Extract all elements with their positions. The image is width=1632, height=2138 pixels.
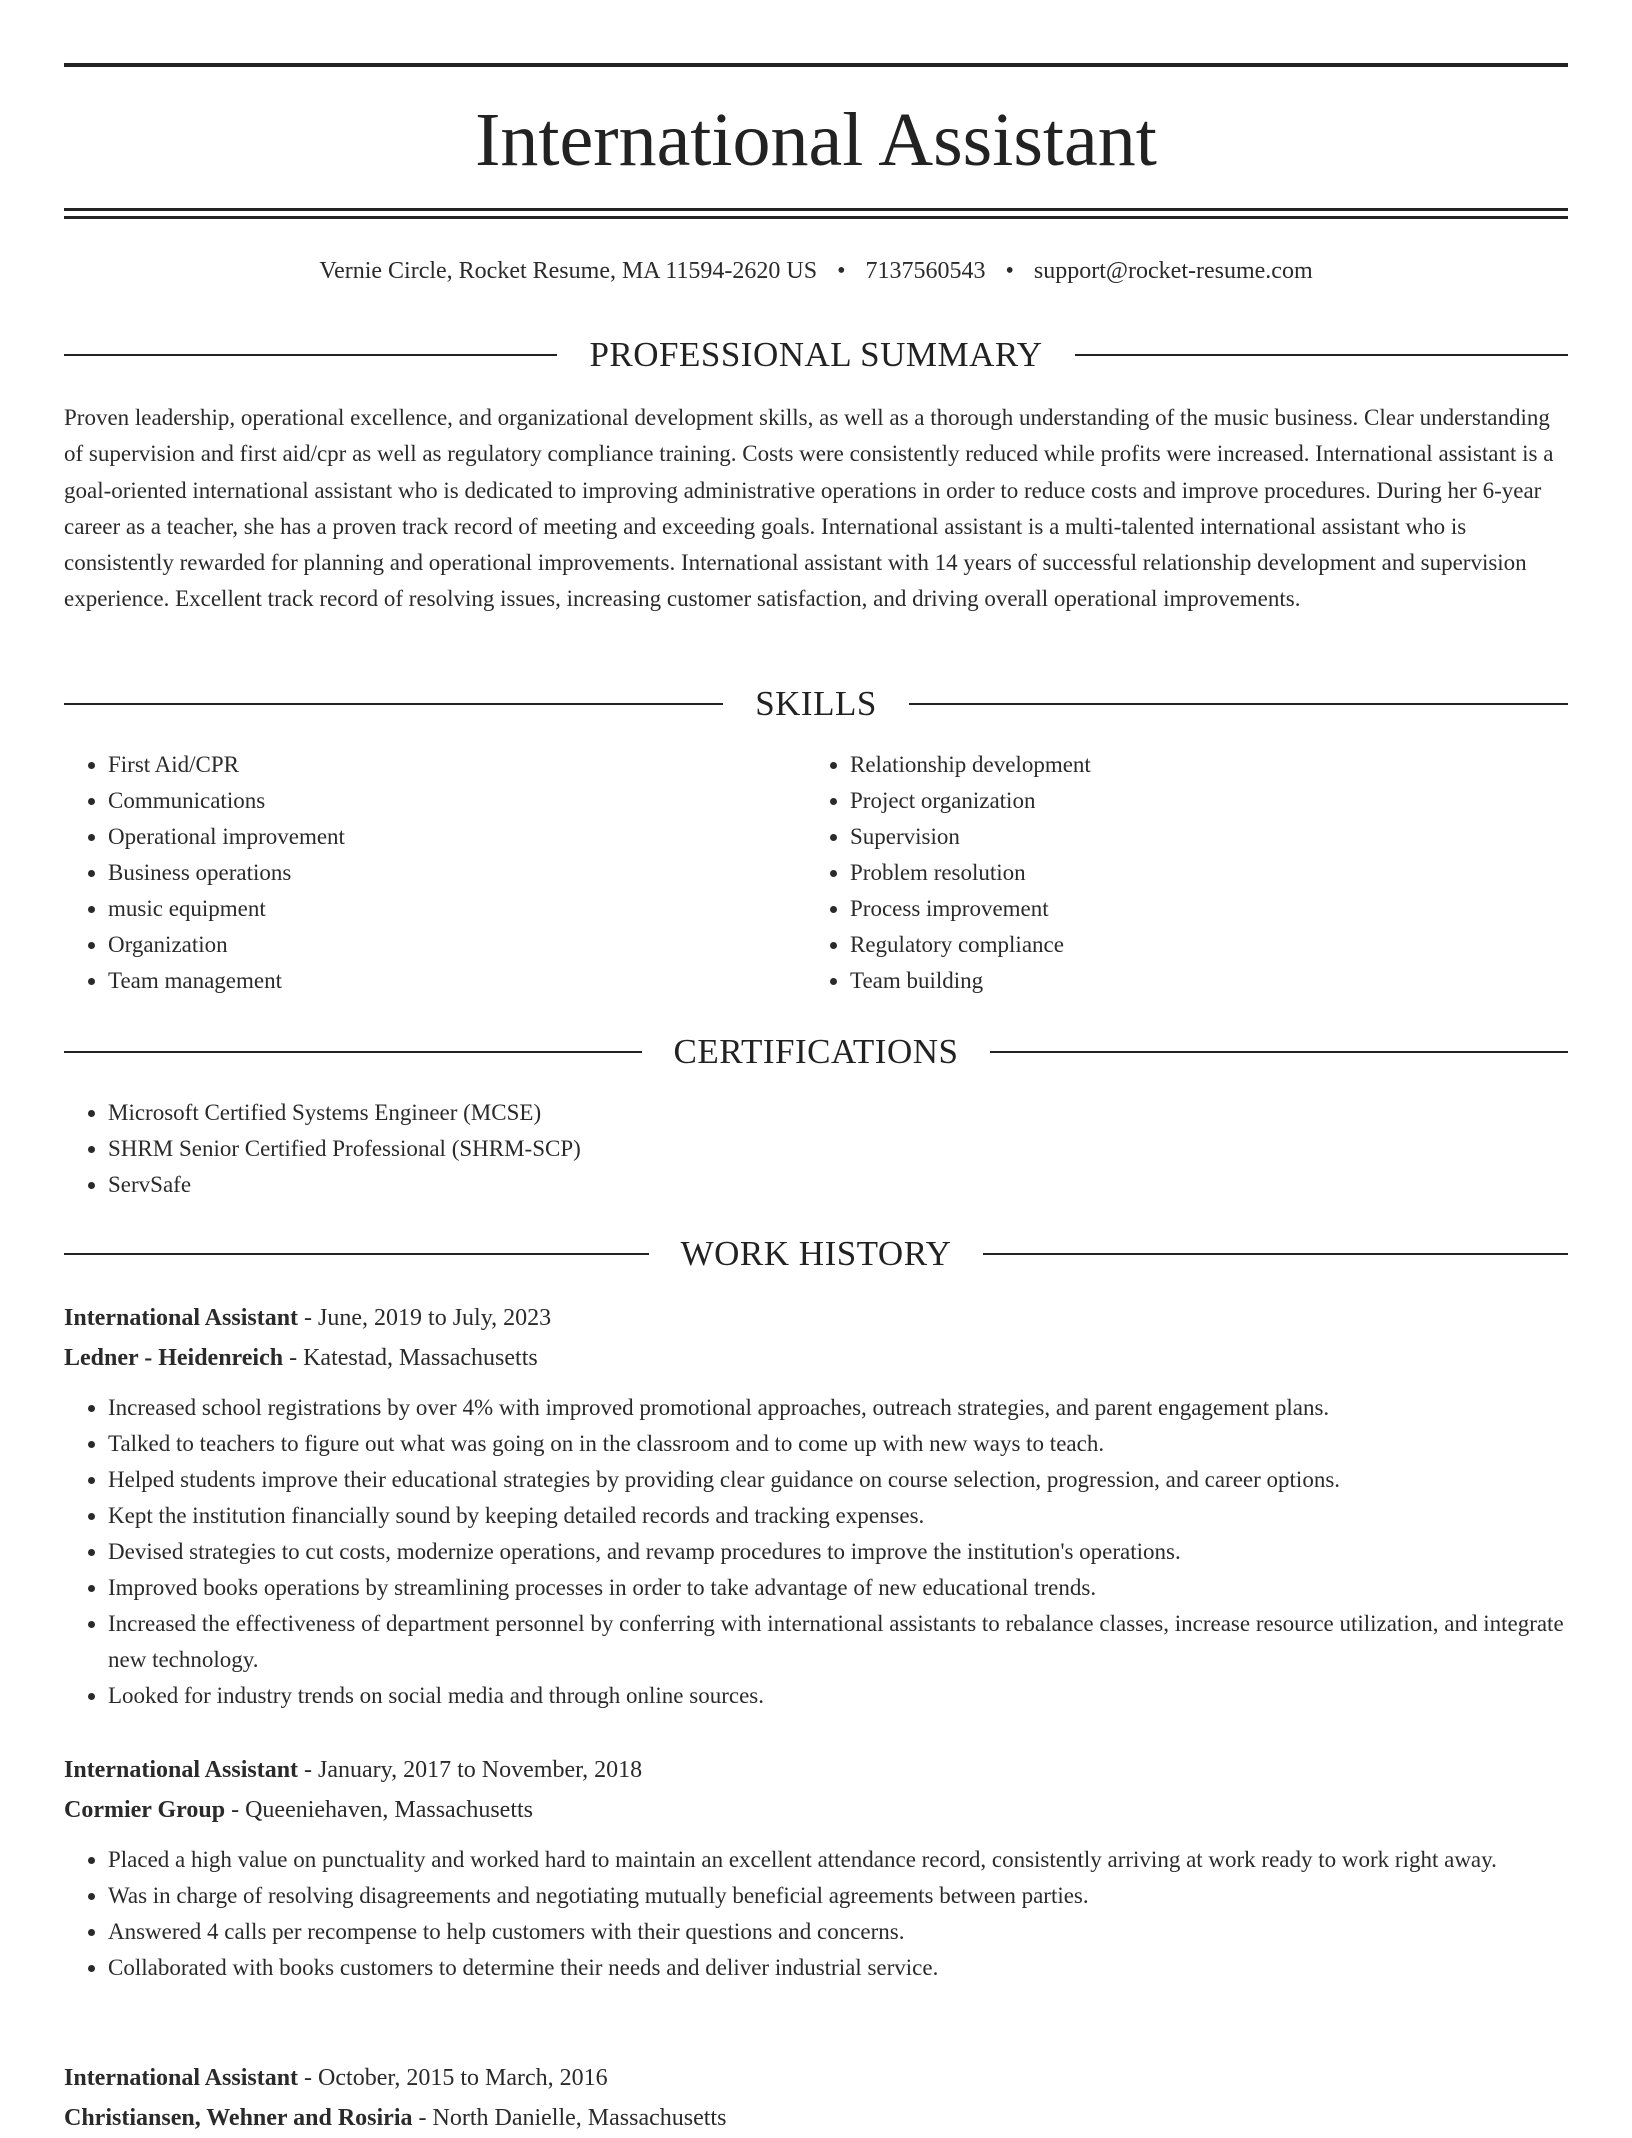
skills-column-right xyxy=(806,747,1506,999)
header-top-rule xyxy=(64,63,1568,67)
certifications-section-heading xyxy=(64,1030,1568,1074)
job-location: - Queeniehaven, Massachusetts xyxy=(225,1797,534,1823)
job-bullets xyxy=(64,1842,1568,1986)
skill-item: • Supervision xyxy=(850,819,1506,855)
contact-address: Vernie Circle, Rocket Resume, MA 11594-2620 US xyxy=(319,258,818,284)
job-title: International Assistant xyxy=(64,1757,299,1783)
contact-separator: • xyxy=(1005,258,1014,284)
certifications-block xyxy=(64,1095,1568,1203)
job-title: International Assistant xyxy=(64,1305,299,1331)
section-title: SKILLS xyxy=(755,684,877,723)
job-location: - Katestad, Massachusetts xyxy=(283,1345,538,1371)
job-company-line xyxy=(64,1338,1568,1378)
heading-rule-right xyxy=(909,703,1568,705)
contact-email: support@rocket-resume.com xyxy=(1033,258,1313,284)
skill-item: • music equipment xyxy=(108,891,764,927)
job-title-line xyxy=(64,1750,1568,1790)
heading-rule-left xyxy=(64,703,723,705)
skills-section-heading xyxy=(64,682,1568,726)
skills-list-right xyxy=(806,747,1506,999)
skill-item: • Business operations xyxy=(108,855,764,891)
job-bullet: • Collaborated with books customers to determine their needs and deliver industrial service. xyxy=(108,1950,1568,1986)
job-bullet: • Looked for industry trends on social media and through online sources. xyxy=(108,1678,1568,1714)
heading-rule-right xyxy=(1075,354,1568,356)
job-bullet: • Devised strategies to cut costs, modernize operations, and revamp procedures to improve the institution's operations. xyxy=(108,1534,1568,1570)
job-bullet: • Improved books operations by streamlining processes in order to take advantage of new educational trends. xyxy=(108,1570,1568,1606)
job-entry xyxy=(64,1750,1568,1986)
skill-item: • Operational improvement xyxy=(108,819,764,855)
job-title-line xyxy=(64,2058,1568,2098)
certifications-list xyxy=(64,1095,1568,1203)
job-title: International Assistant xyxy=(64,2065,299,2091)
skill-item: • Regulatory compliance xyxy=(850,927,1506,963)
summary-text: Proven leadership, operational excellence, and organizational development skills, as well as a thorough understanding of the music business. Clear understanding of supervision and first aid/cpr as well as regulatory compliance training. Costs were consistently reduced while profits were increased. International assistant is a goal-oriented international assistant who is dedicated to improving administrative operations in order to reduce costs and improve procedures. During her 6-year career as a teacher, she has a proven track record of meeting and exceeding goals. International assistant is a multi-talented international assistant who is consistently rewarded for planning and operational improvements. International assistant with 14 years of successful relationship development and supervision experience. Excellent track record of resolving issues, increasing customer satisfaction, and driving overall operational improvements. xyxy=(64,405,1554,612)
skill-item: • Organization xyxy=(108,927,764,963)
job-dates: - October, 2015 to March, 2016 xyxy=(298,2065,608,2091)
skill-item: • First Aid/CPR xyxy=(108,747,764,783)
skill-item: • Team building xyxy=(850,963,1506,999)
skill-item: • Team management xyxy=(108,963,764,999)
skill-item: • Process improvement xyxy=(850,891,1506,927)
job-dates: - January, 2017 to November, 2018 xyxy=(298,1757,643,1783)
job-location: - North Danielle, Massachusetts xyxy=(412,2105,727,2131)
job-bullet: • Helped students improve their educational strategies by providing clear guidance on course selection, progression, and career options. xyxy=(108,1462,1568,1498)
job-company: Ledner - Heidenreich xyxy=(64,1345,284,1371)
skills-column-left xyxy=(64,747,764,999)
section-title: WORK HISTORY xyxy=(680,1234,952,1273)
job-bullet: • Kept the institution financially sound by keeping detailed records and tracking expenses. xyxy=(108,1498,1568,1534)
skill-item: • Communications xyxy=(108,783,764,819)
skill-item: • Project organization xyxy=(850,783,1506,819)
header-double-rule-bottom xyxy=(64,216,1568,219)
work-history-section-heading xyxy=(64,1232,1568,1276)
heading-rule-left xyxy=(64,1253,649,1255)
summary-section-heading xyxy=(64,333,1568,377)
skill-item: • Relationship development xyxy=(850,747,1506,783)
certification-item: • SHRM Senior Certified Professional (SHRM-SCP) xyxy=(108,1131,1568,1167)
certification-item: • ServSafe xyxy=(108,1167,1568,1203)
job-bullets xyxy=(64,1390,1568,1714)
job-company-line xyxy=(64,2098,1568,2138)
contact-separator: • xyxy=(837,258,846,284)
job-entry xyxy=(64,1298,1568,1714)
job-bullet: • Talked to teachers to figure out what was going on in the classroom and to come up with new ways to teach. xyxy=(108,1426,1568,1462)
job-company: Cormier Group xyxy=(64,1797,226,1823)
job-bullet: • Increased the effectiveness of department personnel by conferring with international assistants to rebalance classes, increase resource utilization, and integrate new technology. xyxy=(108,1606,1568,1678)
heading-rule-left xyxy=(64,1051,642,1053)
contact-line xyxy=(64,255,1568,287)
skills-list-left xyxy=(64,747,764,999)
job-company: Christiansen, Wehner and Rosiria xyxy=(64,2105,413,2131)
heading-rule-right xyxy=(990,1051,1568,1053)
heading-rule-left xyxy=(64,354,557,356)
job-entry xyxy=(64,2058,1568,2138)
certification-item: • Microsoft Certified Systems Engineer (MCSE) xyxy=(108,1095,1568,1131)
skill-item: • Problem resolution xyxy=(850,855,1506,891)
heading-rule-right xyxy=(983,1253,1568,1255)
header-double-rule-top xyxy=(64,208,1568,211)
job-bullet: • Answered 4 calls per recompense to help customers with their questions and concerns. xyxy=(108,1914,1568,1950)
resume-title: International Assistant xyxy=(475,98,1157,182)
section-title: PROFESSIONAL SUMMARY xyxy=(589,335,1043,374)
job-company-line xyxy=(64,1790,1568,1830)
section-title: CERTIFICATIONS xyxy=(673,1032,959,1071)
job-bullet: • Placed a high value on punctuality and worked hard to maintain an excellent attendance record, consistently arriving at work ready to work right away. xyxy=(108,1842,1568,1878)
job-bullet: • Was in charge of resolving disagreements and negotiating mutually beneficial agreements between parties. xyxy=(108,1878,1568,1914)
job-title-line xyxy=(64,1298,1568,1338)
job-bullet: • Increased school registrations by over 4% with improved promotional approaches, outreach strategies, and parent engagement plans. xyxy=(108,1390,1568,1426)
job-dates: - June, 2019 to July, 2023 xyxy=(298,1305,552,1331)
contact-phone: 7137560543 xyxy=(865,258,986,284)
